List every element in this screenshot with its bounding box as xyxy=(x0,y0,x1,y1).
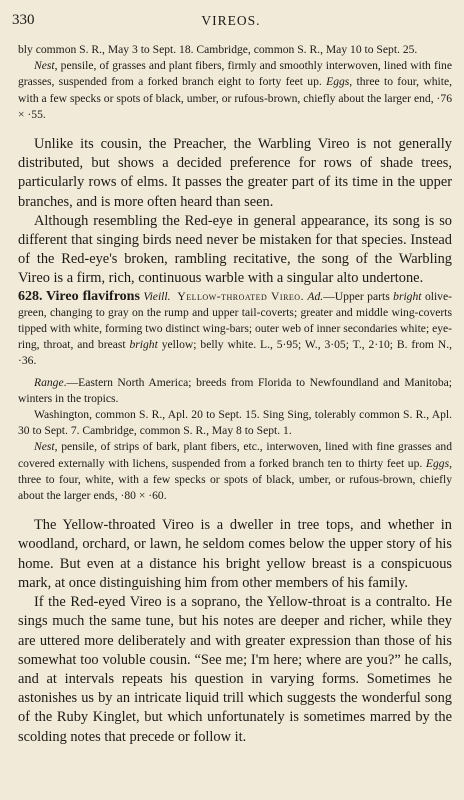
paragraph-warbling-song: Although resembling the Red-eye in general appearance, its song is so different that singing birds need never be mistaken for that species. Instead of the Red-eye's broken, rambling recitative, the song of the Warbling Vireo is a firm, rich, continuous warble with a singular alto undertone. xyxy=(18,212,452,287)
paragraph-warbling-habitat: Unlike its cousin, the Preacher, the Warbling Vireo is not generally distributed, but shows a decided preference for rows of shade trees, particularly rows of elms. It passes the greater part of its time in the upper branches, and is more often heard than seen. xyxy=(18,136,452,210)
page-header xyxy=(12,12,450,32)
species-desc-3: yellow; belly white. L., 5·95; W., 3·05; T., 2·10; B. from N., ·36. xyxy=(18,338,452,368)
adult-label: Ad. xyxy=(307,289,324,303)
range-label: Range xyxy=(34,375,64,389)
species-common-name: Yellow-throated Vireo. xyxy=(177,289,304,303)
species-author: Vieill. xyxy=(143,289,171,303)
nest-eggs-yellow-throated xyxy=(18,439,452,504)
range-text: .—Eastern North America; breeds from Florida to Newfoundland and Manitoba; winters in the tropics. xyxy=(18,375,452,405)
species-desc-1: —Upper parts xyxy=(323,289,394,303)
species-bright-1: bright xyxy=(393,289,422,303)
eggs-text: , three to four, white, with a few specks or spots of black, umber, or rufous-brown, chiefly about the larger ends, ·80 × ·60. xyxy=(18,456,452,503)
nest-text: , pensile, of strips of bark, plant fibers, etc., interwoven, lined with fine grasses and covered externally with lichens, suspended from a forked branch ten to thirty feet up. xyxy=(18,440,452,470)
eggs-text: , three to four, white, with a few specks or spots of black, umber, or rufous-brown, chiefly about the larger end, ·76 × ·55. xyxy=(18,75,452,121)
species-entry-628 xyxy=(18,289,452,370)
paragraph-yellow-throat-habitat: The Yellow-throated Vireo is a dweller in tree tops, and whether in woodland, orchard, or lawn, he seldom comes below the upper story of his home. But even at a distance his bright yellow breast is a conspicuous mark, at once distinguishing him from other members of his family. xyxy=(18,517,452,591)
nest-eggs-warbling xyxy=(18,58,452,123)
species-name: Vireo flavifrons xyxy=(45,288,140,304)
page-content xyxy=(18,42,452,747)
nest-label: Nest xyxy=(34,440,55,454)
species-bright-2: bright xyxy=(129,338,158,352)
page-number: 330 xyxy=(12,12,35,28)
nest-text: , pensile, of grasses and plant fibers, firmly and smoothly interwoven, lined with fine grasses, suspended from a forked branch eight to forty feet up. xyxy=(18,59,452,89)
range-paragraph xyxy=(18,375,452,407)
paragraph-yellow-throat-song: If the Red-eyed Vireo is a soprano, the Yellow-throat is a contralto. He sings much the same tune, but his notes are deeper and richer, while they are uttered more deliberately and with greater expression than those of his somewhat too voluble cousin. “See me; I'm here; where are you?” he calls, and at intervals repeats his question in varying forms. Sometimes he astonishes us by an intricate liquid trill which suggests the wonderful song of the Ruby Kinglet, but which unfortunately is sometimes marred by the scolding notes that precede or follow it. xyxy=(18,594,452,745)
nest-label: Nest xyxy=(34,59,55,73)
species-number: 628. xyxy=(18,288,43,304)
migration-record-yellow-throated: Washington, common S. R., Apl. 20 to Sept. 15. Sing Sing, tolerably common S. R., Apl. 30 to Sept. 7. Cambridge, common S. R., May 8 to Sept. 1. xyxy=(18,408,452,438)
eggs-label: Eggs xyxy=(326,75,350,89)
species-desc-2: olive-green, changing to gray on the rump and upper tail-coverts; greater and middle wing-coverts tipped with white, forming two distinct wing-bars; outer web of inner secondaries white; eye-ring, throat, and breast xyxy=(18,289,453,352)
running-title: VIREOS. xyxy=(201,13,261,28)
migration-record-warbling: bly common S. R., May 3 to Sept. 18. Cambridge, common S. R., May 10 to Sept. 25. xyxy=(18,43,418,56)
eggs-label: Eggs xyxy=(425,456,450,470)
